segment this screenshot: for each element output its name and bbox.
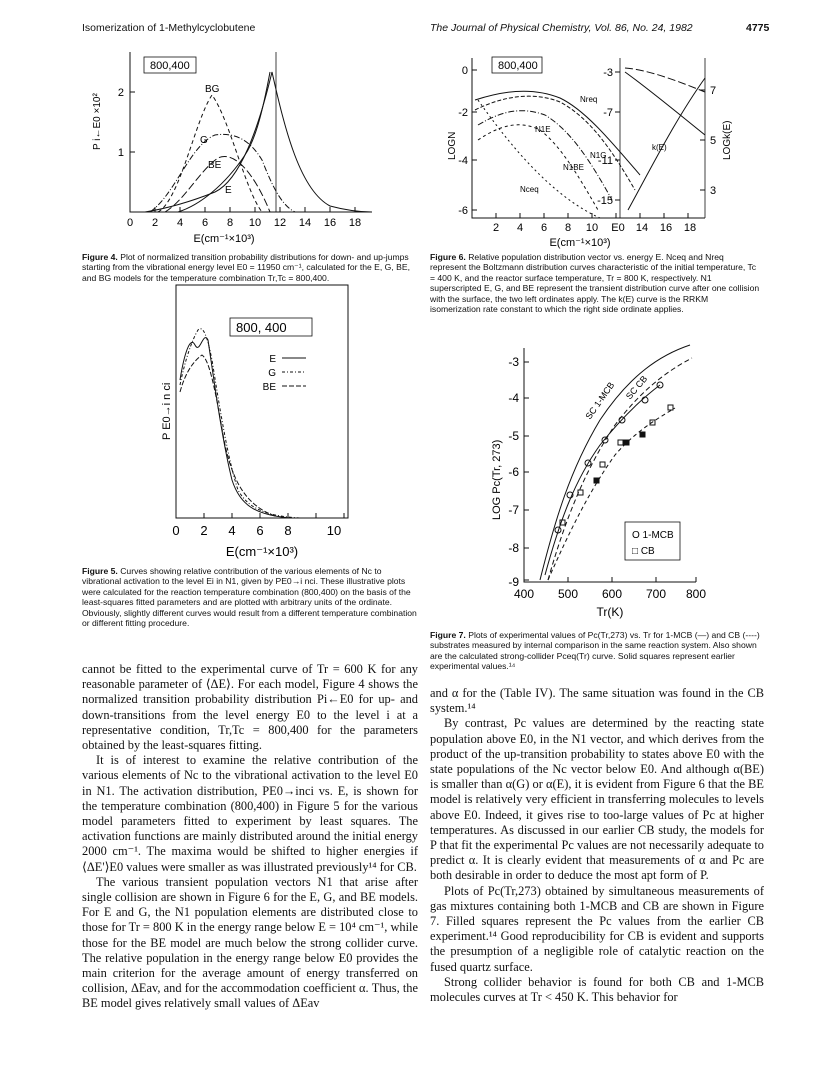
fig4-label-bg: BG (205, 84, 220, 95)
fig7-legend-cb: □ CB (632, 546, 655, 557)
fig5-xtick: 8 (284, 523, 292, 538)
fig6-label-nreq: Nreq (580, 95, 598, 104)
fig5-legend-e: E (269, 354, 276, 365)
fig7-ytick: -4 (508, 391, 519, 405)
fig5-ylabel: P E0→i n ci (161, 382, 173, 440)
fig7-xtick: 500 (557, 587, 579, 601)
fig6-xtick: 10 (585, 222, 599, 234)
fig4-xtick: 0 (126, 217, 134, 229)
fig6-ytick-left: -4 (458, 155, 468, 167)
fig7-ytick: -6 (508, 465, 519, 479)
fig4-ytick: 2 (117, 87, 124, 99)
fig6-label-n1be: N1BE (563, 163, 584, 172)
fig5-xtick: 6 (256, 523, 264, 538)
figure-4-caption (82, 252, 420, 283)
fig4-xtick: 8 (226, 217, 234, 229)
paragraph: Strong collider behavior is found for both CB and 1-MCB molecules curves at Tr < 450 K. This behavior for (430, 974, 764, 1005)
fig6-ytick-mid: -15 (597, 195, 613, 207)
fig4-xtick: 6 (201, 217, 209, 229)
fig6-label-nceq: Nceq (520, 185, 539, 194)
fig6-xtick: 4 (516, 222, 524, 234)
fig4-xtick: 16 (323, 217, 337, 229)
fig5-xtick: 10 (326, 523, 342, 538)
fig4-box-label: 800,400 (150, 60, 190, 72)
paragraph: and α for the (Table IV). The same situation was found in the CB system.¹⁴ (430, 686, 764, 716)
fig4-ytick: 1 (117, 147, 124, 159)
caption-text: Plot of normalized transition probability distributions for down- and up-jumps starting from the vibrational energy level E0 = 11950 cm⁻¹, calculated for the E, G, BE, and BG models for the temperature combination Tr,Tc = 800,400. (82, 252, 410, 283)
fig5-xtick: 4 (228, 523, 236, 538)
fig4-ylabel: P i←E0 ×10² (92, 93, 103, 150)
figure-6-caption (430, 252, 760, 314)
fig6-ytick-left: -6 (458, 205, 468, 217)
fig4-xtick: 18 (348, 217, 362, 229)
fig6-ylabel-left: LOGN (447, 131, 458, 160)
fig6-ytick-right: 5 (710, 135, 717, 147)
fig5-xtick: 0 (172, 523, 180, 538)
fig6-ytick-mid: -3 (603, 67, 613, 79)
figure-6-plot (472, 57, 705, 218)
fig6-ytick-left: -2 (458, 107, 468, 119)
fig7-ytick: -7 (508, 503, 519, 517)
fig4-xtick: 4 (176, 217, 184, 229)
fig6-xtick: 14 (635, 222, 649, 234)
fig5-xlabel: E(cm⁻¹×10³) (225, 544, 299, 559)
figure-7-caption (430, 630, 760, 672)
fig5-legend-g: G (268, 368, 276, 379)
fig4-label-e: E (225, 185, 232, 196)
fig4-xtick: 14 (298, 217, 312, 229)
fig7-ytick: -9 (508, 575, 519, 589)
fig6-label-n1g: N1G (590, 151, 607, 160)
fig6-xtick: E0 (611, 222, 625, 234)
fig4-xlabel: E(cm⁻¹×10³) (193, 233, 255, 245)
caption-text: Relative population distribution vector vs. energy E. Nceq and Nreq represent the Boltzmann distribution curves characteristic of the initial temperature, Tc = 400 K, and the reactor surface temperature, Tr = 800 K, respectively. N1 superscripted E, G, and BE represent the transient distribution curve after one collision with the surface, the two left ordinates apply. The k(E) curve is the RRKM isomerization rate constant to which the right side ordinate applies. (430, 252, 760, 315)
fig7-xtick: 700 (645, 587, 667, 601)
fig6-ylabel-right: LOGk(E) (722, 120, 733, 160)
figure-5-caption (82, 566, 420, 628)
fig7-xtick: 600 (601, 587, 623, 601)
fig4-xtick: 10 (248, 217, 262, 229)
fig4-label-be: BE (208, 160, 222, 171)
right-body-column (430, 686, 764, 1005)
fig6-xtick: 6 (540, 222, 548, 234)
fig6-box-label: 800,400 (498, 60, 538, 72)
fig7-label-sc-mcb: SC 1-MCB (583, 380, 617, 422)
fig7-ylabel: LOG Pc(Tr, 273) (491, 439, 503, 520)
caption-text: Curves showing relative contribution of the various elements of Nc to vibrational activation to the level Ei in N1, given by PE0→i nci. These illustrative plots were calculated for the reaction temperature combination (800,400) on the basis of the least-squares fitted parameters and are plotted with arbitrary units of the ordinate. Obviously, slightly different curves would result from a different temperature combination or different fitting procedure. (82, 566, 417, 629)
fig4-xtick: 12 (273, 217, 287, 229)
fig7-xlabel: Tr(K) (596, 605, 624, 619)
caption-label: Figure 7. (430, 630, 466, 640)
figure-7-plot (524, 345, 696, 582)
fig6-ytick-mid: -7 (603, 107, 613, 119)
fig7-ytick: -3 (508, 355, 519, 369)
fig6-xtick: 18 (683, 222, 697, 234)
caption-label: Figure 4. (82, 252, 118, 262)
paragraph: It is of interest to examine the relative contribution of the various elements of Nc to the vibrational activation to the level E0 in N1. The activation distribution, PE0→inci vs. E, is shown for the temperature combination (800,400) in Figure 5 for the various model parameters fitted to experiment by least squares. The activation functions are mainly distributed around the initial energy 2000 cm⁻¹. The maxima would be shifted to higher energies if ⟨ΔE'⟩E0 values were smaller as was illustrated previously¹⁴ for CB. (82, 753, 418, 874)
fig7-label-sc-cb: SC CB (623, 373, 650, 402)
fig6-ytick-left: 0 (461, 65, 468, 77)
fig5-xtick: 2 (200, 523, 208, 538)
page-number: 4775 (746, 22, 770, 34)
fig7-xtick: 800 (685, 587, 707, 601)
fig7-ytick: -8 (508, 541, 519, 555)
paragraph: By contrast, Pc values are determined by the reacting state population above E0, in the N1 vector, and which derives from the product of the up-transition probability to states above E0 with the state populations of the Nc vector below E0. And although α(BE) is smaller than α(G) or α(E), it is evident from Figure 6 that the BE model is relatively very efficient in transferring molecules to levels above E0. Indeed, it gives rise to too-large values of Pc at higher temperatures. As discussed in our earlier CB study, the models for P that fit the experimental Pc values are not necessarily adequate to predict α. It is clearly evident that measurements of α and Pc are both desirable in order to deduce the most apt form of P. (430, 716, 764, 883)
fig5-box-label: 800, 400 (236, 320, 287, 335)
caption-text: Plots of experimental values of Pc(Tr,273) vs. Tr for 1-MCB (—) and CB (----) substrates measured by internal comparison in the same reaction system. Also shown are the calculated strong-collider Pceq(Tr) curve. Solid squares represent earlier experimental values.¹⁴ (430, 630, 760, 672)
fig6-xlabel: E(cm⁻¹×10³) (549, 237, 611, 249)
fig7-xtick: 400 (513, 587, 535, 601)
paragraph: cannot be fitted to the experimental curve of Tr = 600 K for any reasonable parameter of ⟨ΔE⟩. For each model, Figure 4 shows the normalized transition probability distribution Pi←E0 for up- and down-transitions from the level energy E0 to the level i at a representative condition, Tr,Tc = 800,400 for the parameters obtained by the least-squares fitting. (82, 662, 418, 753)
fig6-xtick: 2 (492, 222, 500, 234)
running-head-left: Isomerization of 1-Methylcyclobutene (82, 22, 256, 34)
fig7-legend-mcb: O 1-MCB (632, 530, 674, 541)
figure-4-plot (130, 52, 372, 212)
fig4-xtick: 2 (151, 217, 159, 229)
fig4-label-g: G (200, 135, 208, 146)
fig6-xtick: 8 (564, 222, 572, 234)
fig6-label-n1e: N1E (535, 125, 551, 134)
paragraph: The various transient population vectors N1 that arise after single collision are shown in Figure 6 for the E, G, and BE models. For E and G, the N1 population elements are distributed close to those for Tr = 800 K in the energy range below E = 10⁴ cm⁻¹, while those for the BE model are much below the strong collider curve. The relative population in the energy range below E0 provides the main criterion for the average amount of energy transferred on collision, ΔEav, and for the accommodation coefficient α. Thus, the BE model gives relatively small values of ΔEav (82, 874, 418, 1011)
caption-label: Figure 6. (430, 252, 466, 262)
fig6-xtick: 16 (659, 222, 673, 234)
left-body-column (82, 662, 418, 1012)
caption-label: Figure 5. (82, 566, 118, 576)
fig6-label-ke: k(E) (652, 143, 667, 152)
fig6-ytick-right: 7 (710, 85, 717, 97)
fig6-ytick-right: 3 (710, 185, 717, 197)
fig6-ytick-mid: -11 (597, 155, 613, 167)
fig7-ytick: -5 (508, 429, 519, 443)
running-head-journal: The Journal of Physical Chemistry, Vol. 86, No. 24, 1982 (430, 22, 693, 34)
paragraph: Plots of Pc(Tr,273) obtained by simultaneous measurements of gas mixtures containing both 1-MCB and CB are shown in Figure 7. Filled squares represent the Pc values from the earlier CB experiment.¹⁴ Good reproducibility for CB is evident and supports the presumption of a negligible role of catalytic reaction on the fused quartz surface. (430, 883, 764, 974)
fig5-legend-be: BE (262, 382, 276, 393)
